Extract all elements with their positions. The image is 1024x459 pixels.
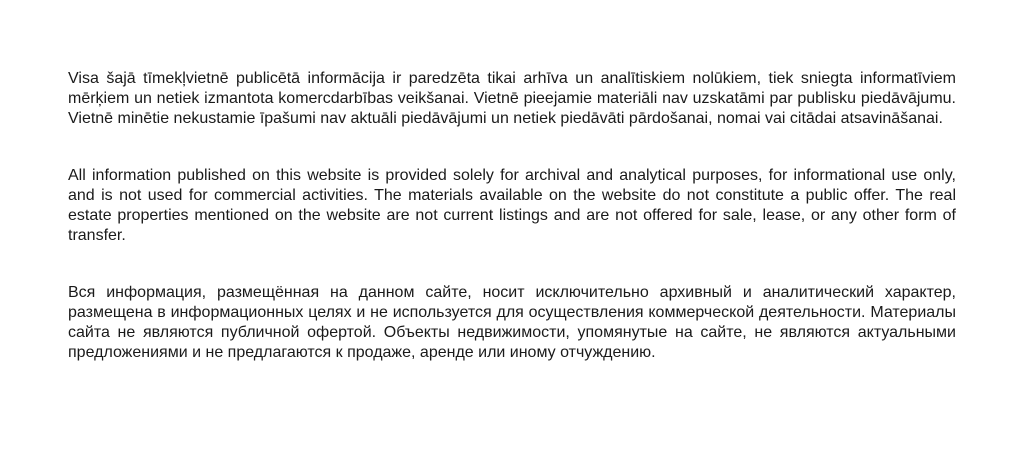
disclaimer-paragraph-latvian: Visa šajā tīmekļvietnē publicētā informācija ir paredzēta tikai arhīva un analītiskiem nolūkiem, tiek sniegta informatīviem mērķiem un netiek izmantota komercdarbības veikšanai. Vietnē pieejamie materiāli nav uzskatāmi par publisku piedāvājumu. Vietnē minētie nekustamie īpašumi nav aktuāli piedāvājumi un netiek piedāvāti pārdošanai, nomai vai citādai atsavināšanai. (68, 70, 956, 127)
disclaimer-paragraph-english: All information published on this website is provided solely for archival and analytical purposes, for informational use only, and is not used for commercial activities. The materials available on the website do not constitute a public offer. The real estate properties mentioned on the website are not current listings and are not offered for sale, lease, or any other form of transfer. (68, 167, 956, 244)
disclaimer-paragraph-russian: Вся информация, размещённая на данном сайте, носит исключительно архивный и аналитический характер, размещена в информационных целях и не используется для осуществления коммерческой деятельности. Материалы сайта не являются публичной офертой. Объекты недвижимости, упомянутые на сайте, не являются актуальными предложениями и не предлагаются к продаже, аренде или иному отчуждению. (68, 284, 956, 361)
